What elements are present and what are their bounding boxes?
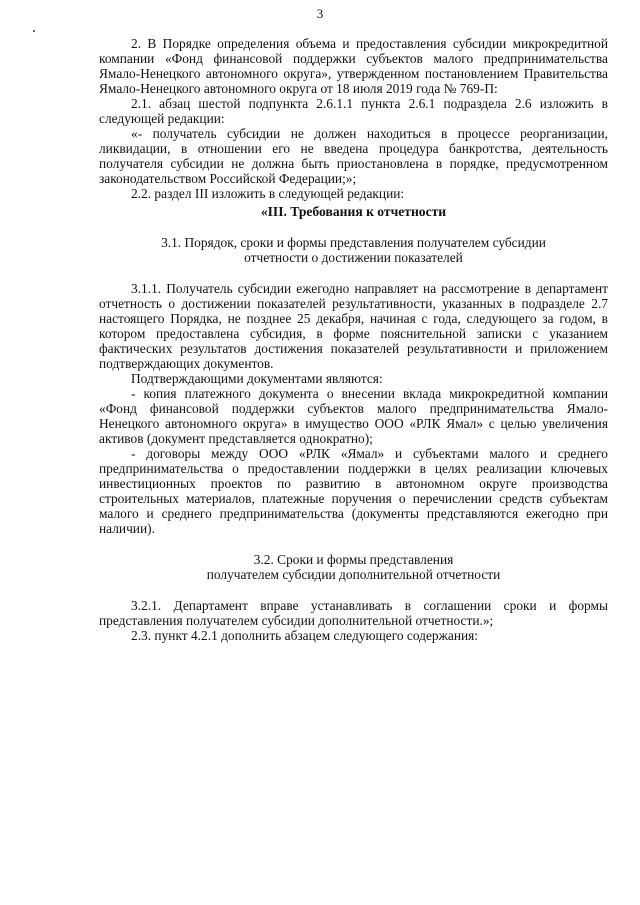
paragraph-2-2: 2.2. раздел III изложить в следующей редакции: xyxy=(131,186,405,201)
paragraph-2-1: 2.1. абзац шестой подпункта 2.6.1.1 пункта 2.6.1 подраздела 2.6 изложить в следующей редакции: xyxy=(99,96,608,126)
list-item-payment-copy: - копия платежного документа о внесении вклада микрокредитной компании «Фонд финансовой поддержки субъектов малого предпринимательства Ямало-Ненецкого автономного округа» в имущество ООО «РЛК Ямал» с целью увеличения активов (документ представляется однократно); xyxy=(99,386,608,446)
subsection-3-1-heading-line1: 3.1. Порядок, сроки и формы представления получателем субсидии xyxy=(161,235,546,250)
document-body xyxy=(99,36,608,643)
paragraph-quoted-condition: «- получатель субсидии не должен находиться в процессе реорганизации, ликвидации, в отношении его не введена процедура банкротства, деятельность получателя субсидии не должна быть приостановлена в порядке, предусмотренном законодательством Российской Федерации;»; xyxy=(99,126,608,186)
section-title: «III. Требования к отчетности xyxy=(260,204,447,219)
paragraph-amendment-2: 2. В Порядке определения объема и предоставления субсидии микрокредитной компании «Фонд финансовой поддержки субъектов малого предпринимательства Ямало-Ненецкого автономного округа», утвержденном постановлением Правительства Ямало-Ненецкого автономного округа от 18 июля 2019 года № 769-П: xyxy=(99,36,608,96)
subsection-3-1-heading-line2: отчетности о достижении показателей xyxy=(244,250,463,265)
subsection-3-2-heading-line1: 3.2. Сроки и формы представления xyxy=(253,552,454,567)
paragraph-supporting-docs: Подтверждающими документами являются: xyxy=(131,371,383,386)
subsection-3-2-heading-line2: получателем субсидии дополнительной отчетности xyxy=(206,567,501,582)
list-item-contracts: - договоры между ООО «РЛК «Ямал» и субъектами малого и среднего предпринимательства о предоставлении поддержки в целях реализации ключевых инвестиционных проектов по развитию в автономном округе производства строительных материалов, платежные поручения о перечислении средств субъектам малого и среднего предпринимательства (документы представляются ежегодно при наличии). xyxy=(99,446,608,536)
page-number: 3 xyxy=(316,6,324,21)
paragraph-3-1-1: 3.1.1. Получатель субсидии ежегодно направляет на рассмотрение в департамент отчетность о достижении показателей результативности, указанных в подразделе 2.7 настоящего Порядка, не позднее 25 декабря, начиная с года, следующего за годом, в котором предоставлена субсидия, в форме пояснительной записки с указанием фактических результатов достижения показателей результативности и приложением подтверждающих документов. xyxy=(99,281,608,371)
scan-speck xyxy=(33,30,35,32)
paragraph-3-2-1: 3.2.1. Департамент вправе устанавливать в соглашении сроки и формы представления получателем субсидии дополнительной отчетности.»; xyxy=(99,598,608,628)
paragraph-2-3: 2.3. пункт 4.2.1 дополнить абзацем следующего содержания: xyxy=(131,628,479,643)
